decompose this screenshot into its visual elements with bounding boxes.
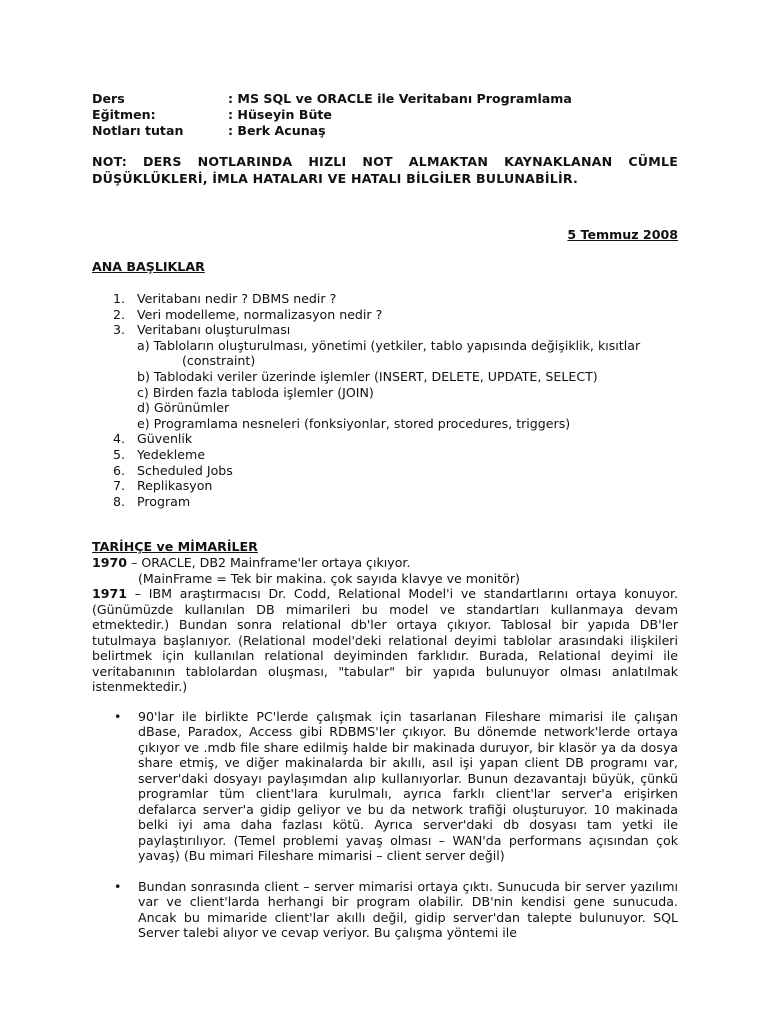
- date-heading: 5 Temmuz 2008: [567, 227, 678, 242]
- header-label: Notları tutan: [92, 123, 184, 138]
- header-row-course: [92, 91, 678, 107]
- section-title-main-topics: ANA BAŞLIKLAR: [92, 259, 205, 274]
- sublist-item: e) Programlama nesneleri (fonksiyonlar, stored procedures, triggers): [137, 415, 571, 431]
- list-item: 8. Program: [113, 493, 191, 509]
- header-value: : MS SQL ve ORACLE ile Veritabanı Programlama: [228, 91, 572, 106]
- sublist-item: b) Tablodaki veriler üzerinde işlemler (INSERT, DELETE, UPDATE, SELECT): [137, 368, 598, 384]
- header-label: Ders: [92, 91, 125, 106]
- list-item: 6. Scheduled Jobs: [113, 462, 233, 478]
- disclaimer-note: NOT: DERS NOTLARINDA HIZLI NOT ALMAKTAN KAYNAKLANAN CÜMLE DÜŞÜKLÜKLERİ, İMLA HATALARI VE HATALI BİLGİLER BULUNABİLİR.: [92, 154, 678, 186]
- bullet-icon: •: [114, 878, 122, 894]
- list-item: 7. Replikasyon: [113, 478, 213, 494]
- mainframe-note: (MainFrame = Tek bir makina. çok sayıda klavye ve monitör): [138, 570, 520, 586]
- list-item: 3. Veritabanı oluşturulması a) Tabloların oluşturulması, yönetimi (yetkiler, tablo yapısında değişiklik, kısıtlar (constraint) b) Tablodaki veriler üzerinde işlemler (INSERT, DELETE, UPDATE, SELECT) c) Birden fazla tabloda işlemler (JOIN) d) Görünümler e) Programlama nesneleri (fonksiyonlar, stored procedures, triggers): [92, 322, 678, 431]
- sublist-item: c) Birden fazla tabloda işlemler (JOIN): [137, 384, 374, 400]
- header-value: : Hüseyin Büte: [228, 107, 332, 122]
- topics-list: [92, 291, 678, 509]
- architecture-bullets: [92, 709, 678, 941]
- sublist-item-continuation: (constraint): [182, 353, 256, 369]
- section-title-history: TARİHÇE ve MİMARİLER: [92, 539, 258, 555]
- year-label: 1971: [92, 586, 128, 602]
- header-row-notetaker: [92, 123, 678, 139]
- list-item: • Bundan sonrasında client – server mimarisi ortaya çıktı. Sunucuda bir server yazılımı var ve client'larda herhangi bir program olabilir. DB'nin kendisi gene sunucuda. Ancak bu mimaride client'lar akıllı değil, gidip server'dan talepte bulunuyor. SQL Server talebi alıyor ve cevap veriyor. Bu çalışma yöntemi ile: [114, 878, 678, 941]
- list-item: 5. Yedekleme: [113, 446, 206, 462]
- header-label: Eğitmen:: [92, 107, 156, 122]
- sublist: [137, 338, 678, 432]
- list-item: 1. Veritabanı nedir ? DBMS nedir ?: [113, 291, 337, 306]
- header-row-instructor: [92, 107, 678, 123]
- sublist-item: d) Görünümler: [137, 400, 230, 416]
- list-item: 4. Güvenlik: [113, 431, 193, 447]
- document-page: [92, 91, 678, 956]
- list-item: • 90'lar ile birlikte PC'lerde çalışmak için tasarlanan Fileshare mimarisi ile çalışan dBase, Paradox, Access gibi RDBMS'ler çıkıyor. Bu dönemde network'lerde ortaya çıkıyor ve .mdb file share edilmiş halde bir makinada duruyor, bir klasör ya da dosya share etmiş, ve diğer makinalarda bir akıllı, asıl işi yapan client DB programı var, server'daki dosyayı paylaşımdan alıp kullanıyorlar. Bunun dezavantajı büyük, çünkü programlar tüm client'lara kurulmalı, ayrıca farklı client'lar server'a erişirken defalarca server'a gidip geliyor ve bu da network trafiği oluşturuyor. 10 makinada belki iyi ama daha fazlası kötü. Ayrıca server'daki db dosyası tam yetki ile paylaştırılıyor. (Temel problemi yavaş olması – WAN'da performans açısından çok yavaş) (Bu mimari Fileshare mimarisi – client server değil): [114, 708, 678, 864]
- paragraph-1971: 1971 – IBM araştırmacısı Dr. Codd, Relational Model'i ve standartlarını ortaya konuyor. (Günümüzde kullanılan DB mimarileri bu model ve standartları kullanmaya devam etmektedir.) Bundan sonra relational db'ler ortaya çıkıyor. Tablosal bir yapıda DB'ler tutulmaya başlanıyor. (Relational model'deki relational deyimi tablolar arasındaki ilişkileri belirtmek için kullanılan relational deyiminden farklıdır. Burada, Relational deyimi ile veritabanının tablolardan oluşması, "tabular" bir yapıda bulunuyor olması anlatılmak istenmektedir.): [92, 586, 678, 695]
- sublist-item: a) Tabloların oluşturulması, yönetimi (yetkiler, tablo yapısında değişiklik, kısıtlar (constraint): [137, 338, 678, 369]
- bullet-icon: •: [114, 708, 122, 724]
- year-label: 1970: [92, 555, 128, 571]
- paragraph-1970: 1970 – ORACLE, DB2 Mainframe'ler ortaya çıkıyor.: [92, 555, 411, 571]
- course-header: [92, 91, 678, 139]
- list-item: 2. Veri modelleme, normalizasyon nedir ?: [113, 306, 383, 322]
- header-value: : Berk Acunaş: [228, 123, 326, 138]
